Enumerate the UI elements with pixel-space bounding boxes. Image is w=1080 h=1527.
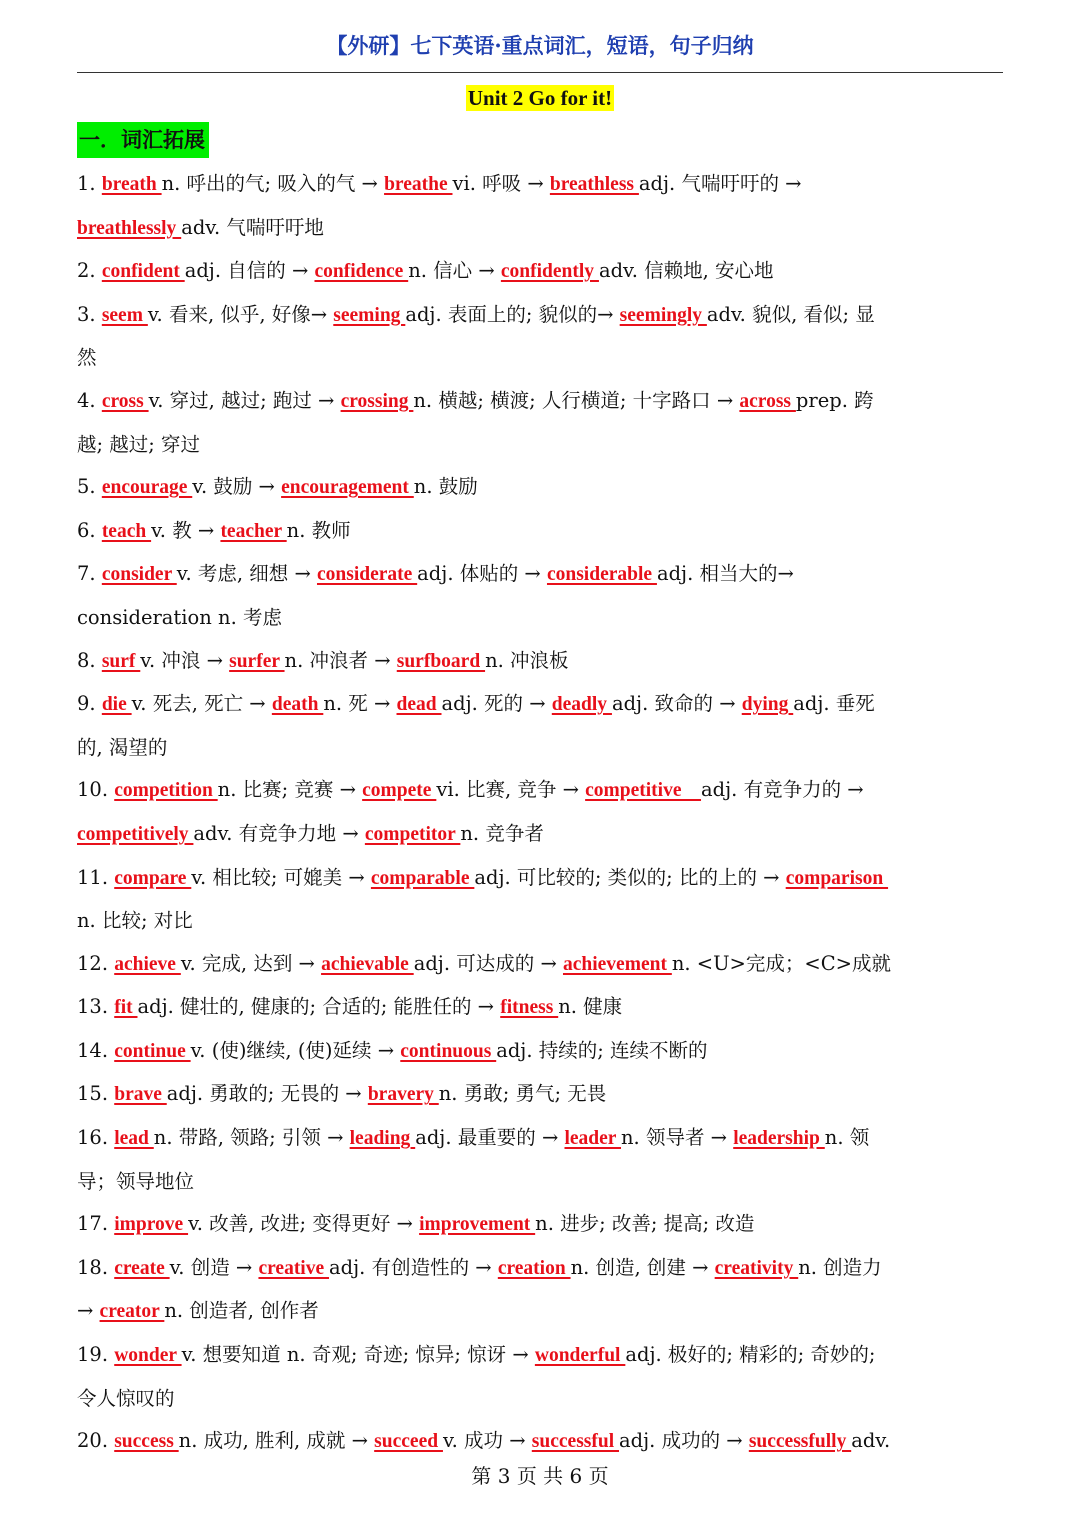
vocab-text: n. 冲浪者 → <box>284 648 397 672</box>
vocab-line <box>77 1203 1012 1247</box>
answer-word: fit <box>114 997 138 1019</box>
vocab-text: v. 教 → <box>151 518 221 542</box>
vocab-line <box>77 857 1012 901</box>
answer-word: creation <box>497 1257 571 1279</box>
vocab-text: v. 考虑, 细想 → <box>176 562 317 586</box>
answer-word: leadership <box>733 1128 825 1150</box>
vocab-line <box>77 207 1012 251</box>
vocab-text: adv. 有竞争力地 → <box>193 821 365 845</box>
vocab-text: n. 创造, 创建 → <box>570 1255 715 1279</box>
vocab-text: 10. <box>77 778 115 802</box>
vocab-text: v. 鼓励 → <box>192 475 282 499</box>
answer-word: achievement <box>562 953 672 975</box>
vocab-line <box>77 943 1012 987</box>
vocab-line <box>77 1073 1012 1117</box>
vocab-text: n. 横越; 横渡; 人行横道; 十字路口 → <box>413 388 740 412</box>
vocab-text: v. (使)继续, (使)延续 → <box>190 1038 401 1062</box>
vocab-text: adv. 信赖地, 安心地 <box>598 259 774 283</box>
vocab-text: adj. 健壮的, 健康的; 合适的; 能胜任的 → <box>137 995 501 1019</box>
answer-word: seem <box>101 304 148 326</box>
answer-word: continue <box>114 1040 191 1062</box>
vocab-text: 13. <box>77 995 115 1019</box>
vocab-text: adj. 气喘吁吁的 → <box>638 172 802 195</box>
vocab-text: v. 创造 → <box>169 1255 259 1279</box>
vocab-text: adj. 最重要的 → <box>415 1126 565 1150</box>
answer-word: breathlessly <box>77 217 182 239</box>
vocab-text: n. 死 → <box>323 692 397 716</box>
answer-word: teacher <box>220 520 287 542</box>
answer-word: dying <box>741 694 794 716</box>
answer-word: encouragement <box>281 477 414 499</box>
answer-word: breathe <box>384 174 453 195</box>
answer-word: breath <box>101 174 162 195</box>
vocab-text: 令人惊叹的 <box>77 1386 175 1410</box>
vocab-text: 1. <box>77 172 102 195</box>
answer-word: success <box>114 1431 179 1453</box>
vocab-line <box>77 553 1012 597</box>
vocab-text: n. 健康 <box>558 995 623 1019</box>
answer-word: wonderful <box>534 1345 626 1367</box>
vocab-text: adv. <box>851 1429 891 1453</box>
answer-word: create <box>114 1257 170 1279</box>
vocab-text: 2. <box>77 259 102 283</box>
answer-word: brave <box>114 1084 167 1106</box>
vocab-text: 越; 越过; 穿过 <box>77 432 201 456</box>
vocab-line <box>77 380 1012 424</box>
answer-word: surfer <box>229 650 285 672</box>
vocab-text: 12. <box>77 951 115 975</box>
vocab-text: 18. <box>77 1255 115 1279</box>
vocab-text: prep. 跨 <box>795 388 874 412</box>
answer-word: considerable <box>546 564 657 586</box>
vocab-text: v. 相比较; 可媲美 → <box>191 865 371 889</box>
vocab-line <box>77 424 1012 467</box>
vocab-text: 6. <box>77 518 102 542</box>
vocab-text: vi. 呼吸 → <box>452 172 550 195</box>
vocab-text: vi. 比赛, 竞争 → <box>436 778 586 802</box>
vocab-text: n. 冲浪板 <box>485 648 569 672</box>
vocab-text: 8. <box>77 648 102 672</box>
vocab-line <box>77 1420 1012 1464</box>
vocab-text: v. 想要知道 n. 奇观; 奇迹; 惊异; 惊讶 → <box>181 1343 535 1367</box>
vocab-text: 5. <box>77 475 102 499</box>
answer-word: succeed <box>374 1431 443 1453</box>
answer-word: seemingly <box>619 304 707 326</box>
answer-word: bravery <box>367 1084 439 1106</box>
vocab-text: adj. 自信的 → <box>184 259 315 283</box>
vocab-text: adj. 有竞争力的 → <box>701 778 864 802</box>
section-title: 一．词汇拓展 <box>77 122 209 158</box>
vocab-text: adv. 貌似, 看似; 显 <box>706 302 875 326</box>
vocab-text: adj. 勇敢的; 无畏的 → <box>166 1082 368 1106</box>
vocab-text: adj. 可达成的 → <box>413 951 563 975</box>
answer-word: confident <box>101 261 185 283</box>
vocab-text: adj. 死的 → <box>441 692 552 716</box>
vocab-text: n. 勇敢; 勇气; 无畏 <box>438 1082 607 1106</box>
answer-word: successfully <box>748 1431 852 1453</box>
vocab-text: 19. <box>77 1343 115 1367</box>
answer-word: wonder <box>114 1345 182 1367</box>
vocab-text: 9. <box>77 692 102 716</box>
answer-word: comparison <box>785 867 889 889</box>
answer-word: competitive <box>585 780 702 802</box>
vocab-text: adj. 体贴的 → <box>417 562 547 586</box>
vocab-text: n. 带路, 领路; 引领 → <box>153 1126 350 1150</box>
answer-word: cross <box>101 390 149 412</box>
answer-word: seeming <box>333 304 406 326</box>
vocab-text: v. 看来, 似乎, 好像→ <box>147 302 334 326</box>
answer-word: creator <box>99 1301 165 1323</box>
vocab-text: n. 鼓励 <box>413 475 478 499</box>
vocab-text: v. 改善, 改进; 变得更好 → <box>188 1212 420 1236</box>
answer-word: compete <box>362 780 437 802</box>
vocab-text: n. 比赛; 竞赛 → <box>217 778 363 802</box>
vocab-text: n. 领导者 → <box>621 1126 734 1150</box>
vocab-line <box>77 640 1012 684</box>
vocab-text: adj. 垂死 <box>793 692 875 716</box>
answer-word: competitively <box>77 823 194 845</box>
vocab-text: v. 死去, 死亡 → <box>131 692 272 716</box>
answer-word: lead <box>114 1128 154 1150</box>
vocab-text: adj. 有创造性的 → <box>329 1255 498 1279</box>
vocab-line <box>77 163 1012 207</box>
vocab-text: n. 比较; 对比 <box>77 909 193 933</box>
vocab-text: v. 冲浪 → <box>140 648 230 672</box>
vocab-text: adj. 可比较的; 类似的; 比的上的 → <box>474 865 786 889</box>
vocab-text: adj. 持续的; 连续不断的 <box>496 1038 708 1062</box>
vocab-text: n. 竞争者 <box>460 821 544 845</box>
answer-word: confidently <box>500 261 599 283</box>
vocab-line <box>77 1247 1012 1291</box>
vocab-text: v. 成功 → <box>442 1429 532 1453</box>
vocab-line <box>77 597 1012 640</box>
answer-word: breathless <box>549 174 639 195</box>
vocab-line <box>77 337 1012 380</box>
answer-word: successful <box>531 1431 620 1453</box>
vocab-line <box>77 1117 1012 1161</box>
vocab-text: 15. <box>77 1082 115 1106</box>
answer-word: creative <box>258 1257 330 1279</box>
vocab-line <box>77 1334 1012 1378</box>
answer-word: continuous <box>400 1040 497 1062</box>
answer-word: across <box>739 390 796 412</box>
answer-word: consider <box>101 564 177 586</box>
answer-word: surfboard <box>396 650 486 672</box>
answer-word: achieve <box>114 953 181 975</box>
vocab-line <box>77 769 1012 813</box>
answer-word: confidence <box>314 261 409 283</box>
vocab-text: → <box>77 1299 100 1323</box>
vocab-line <box>77 1161 1012 1204</box>
answer-word: considerate <box>316 564 418 586</box>
vocab-line <box>77 250 1012 294</box>
vocab-text: 14. <box>77 1038 115 1062</box>
answer-word: competitor <box>364 823 461 845</box>
answer-word: compare <box>114 867 192 889</box>
vocab-text: n. 信心 → <box>408 259 501 283</box>
vocab-text: 16. <box>77 1126 115 1150</box>
answer-word: leading <box>349 1128 416 1150</box>
vocab-text: n. 教师 <box>286 518 351 542</box>
answer-word: encourage <box>101 477 193 499</box>
vocab-line <box>77 1378 1012 1421</box>
vocab-text: n. 成功, 胜利, 成就 → <box>178 1429 375 1453</box>
vocab-text: adj. 成功的 → <box>619 1429 749 1453</box>
vocab-text: adv. 气喘吁吁地 <box>181 215 324 239</box>
answer-word: crossing <box>340 390 414 412</box>
unit-title: Unit 2 Go for it! <box>467 86 613 110</box>
vocab-text: 17. <box>77 1212 115 1236</box>
vocab-line <box>77 1030 1012 1074</box>
vocab-line <box>77 294 1012 338</box>
answer-word: achievable <box>321 953 414 975</box>
vocab-line <box>77 683 1012 727</box>
vocab-text: 3. <box>77 302 102 326</box>
vocabulary-list <box>77 163 1012 1464</box>
vocab-text: 20. <box>77 1429 115 1453</box>
vocab-text: 11. <box>77 865 115 889</box>
vocab-text: n. 呼出的气; 吸入的气 → <box>161 172 385 195</box>
answer-word: deadly <box>551 694 612 716</box>
vocab-line <box>77 1290 1012 1334</box>
vocab-text: adj. 极好的; 精彩的; 奇妙的; <box>625 1343 876 1367</box>
vocab-text: 然 <box>77 346 97 370</box>
answer-word: die <box>101 694 132 716</box>
vocab-text: adj. 表面上的; 貌似的→ <box>405 302 620 326</box>
vocab-line <box>77 813 1012 857</box>
answer-word: leader <box>564 1128 621 1150</box>
vocab-text: v. 穿过, 越过; 跑过 → <box>148 388 341 412</box>
vocab-line <box>77 986 1012 1030</box>
answer-word: surf <box>101 650 141 672</box>
answer-word: comparable <box>370 867 475 889</box>
vocab-line <box>77 510 1012 554</box>
unit-title-wrap <box>0 86 1080 111</box>
vocab-text: 4. <box>77 388 102 412</box>
vocab-text: n. 创造者, 创作者 <box>164 1299 319 1323</box>
vocab-text: consideration n. 考虑 <box>77 605 282 629</box>
vocab-text: 导；领导地位 <box>77 1169 195 1193</box>
answer-word: creativity <box>714 1257 799 1279</box>
answer-word: death <box>271 694 324 716</box>
vocab-text: n. 领 <box>824 1126 870 1150</box>
answer-word: improve <box>114 1214 189 1236</box>
vocab-line <box>77 727 1012 770</box>
answer-word: teach <box>101 520 152 542</box>
vocab-text: n. <U>完成；<C>成就 <box>671 951 891 975</box>
page-number: 第 3 页 共 6 页 <box>471 1464 609 1488</box>
answer-word: competition <box>114 780 218 802</box>
vocab-text: 的, 渴望的 <box>77 735 168 759</box>
document-header-title: 【外研】七下英语·重点词汇，短语，句子归纳 <box>326 33 754 58</box>
vocab-line <box>77 466 1012 510</box>
vocab-text: adj. 相当大的→ <box>656 562 794 586</box>
vocab-text: n. 进步; 改善; 提高; 改造 <box>535 1212 755 1236</box>
vocab-text: 7. <box>77 562 102 586</box>
answer-word: dead <box>396 694 442 716</box>
vocab-text: v. 完成, 达到 → <box>180 951 322 975</box>
header-rule <box>77 72 1003 73</box>
vocab-line <box>77 900 1012 943</box>
vocab-text: adj. 致命的 → <box>611 692 742 716</box>
answer-word: improvement <box>419 1214 536 1236</box>
answer-word: fitness <box>500 997 559 1019</box>
vocab-text: n. 创造力 <box>798 1255 882 1279</box>
